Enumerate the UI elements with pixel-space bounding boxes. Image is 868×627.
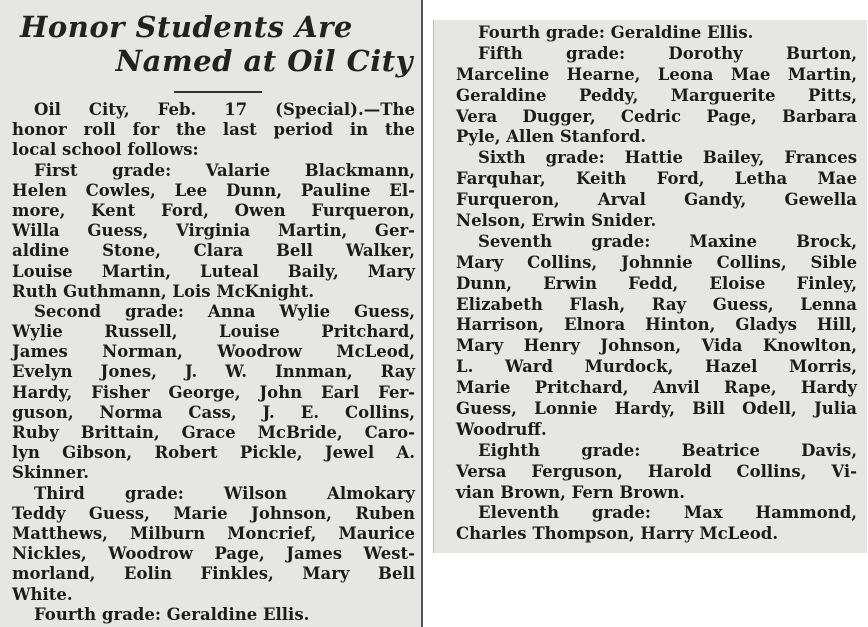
headline-line-1: Honor Students Are — [20, 10, 353, 44]
paragraph — [456, 23, 857, 44]
paragraph — [12, 302, 415, 484]
text-line: Second grade: Anna Wylie Guess, — [34, 301, 415, 321]
text-line: Wylie Russell, Louise Pritchard, — [12, 322, 415, 342]
text-line: local school follows: — [12, 140, 199, 160]
text-line: Furqueron, Arval Gandy, Gewella — [456, 190, 857, 210]
text-line: Dunn, Erwin Fedd, Eloise Finley, — [456, 273, 857, 293]
paragraph — [456, 44, 857, 148]
text-line: Harrison, Elnora Hinton, Gladys Hill, — [456, 315, 857, 335]
text-line: Marie Pritchard, Anvil Rape, Hardy — [456, 378, 857, 398]
text-line: Nickles, Woodrow Page, James West- — [12, 544, 415, 564]
text-line: Fourth grade: Geraldine Ellis. — [478, 23, 754, 42]
paragraph — [456, 148, 857, 232]
text-line: Mary Collins, Johnnie Collins, Sible — [456, 252, 857, 272]
text-line: Helen Cowles, Lee Dunn, Pauline El- — [12, 180, 415, 200]
article-body-right — [456, 23, 857, 545]
paragraph — [12, 100, 415, 161]
paragraph — [456, 503, 857, 545]
article-column-left — [0, 0, 423, 627]
text-line: Eighth grade: Beatrice Davis, — [478, 440, 857, 460]
paragraph — [12, 484, 415, 605]
text-line: more, Kent Ford, Owen Furqueron, — [12, 200, 415, 220]
article-column-right — [433, 20, 867, 553]
paragraph — [456, 232, 857, 441]
paragraph — [12, 605, 415, 625]
text-line: morland, Eolin Finkles, Mary Bell — [12, 564, 415, 584]
paragraph — [456, 441, 857, 504]
text-line: Evelyn Jones, J. W. Innman, Ray — [12, 362, 415, 382]
text-line: White. — [12, 584, 73, 604]
headline-divider — [174, 91, 262, 93]
text-line: guson, Norma Cass, J. E. Collins, — [12, 402, 415, 422]
text-line: honor roll for the last period in the — [12, 120, 415, 140]
text-line: Skinner. — [12, 463, 90, 483]
text-line: Eleventh grade: Max Hammond, — [478, 503, 857, 523]
text-line: Farquhar, Keith Ford, Letha Mae — [456, 169, 857, 189]
text-line: Vera Dugger, Cedric Page, Barbara — [456, 106, 857, 126]
text-line: Nelson, Erwin Snider. — [456, 211, 657, 231]
article-body-left — [12, 100, 415, 625]
paragraph — [12, 161, 415, 302]
text-line: Guess, Lonnie Hardy, Bill Odell, Julia — [456, 399, 857, 419]
text-line: Seventh grade: Maxine Brock, — [478, 231, 857, 251]
headline-line-2: Named at Oil City — [115, 44, 413, 78]
text-line: Marceline Hearne, Leona Mae Martin, — [456, 64, 857, 84]
text-line: aldine Stone, Clara Bell Walker, — [12, 241, 415, 261]
text-line: James Norman, Woodrow McLeod, — [12, 342, 415, 362]
text-line: Matthews, Milburn Moncrief, Maurice — [12, 523, 415, 543]
text-line: Louise Martin, Luteal Baily, Mary — [12, 261, 415, 281]
text-line: vian Brown, Fern Brown. — [456, 482, 685, 502]
text-line: Geraldine Peddy, Marguerite Pitts, — [456, 85, 857, 105]
text-line: Fifth grade: Dorothy Burton, — [478, 43, 857, 63]
text-line: Third grade: Wilson Almokary — [34, 483, 415, 503]
text-line: Sixth grade: Hattie Bailey, Frances — [478, 148, 857, 168]
text-line: Oil City, Feb. 17 (Special).—The — [34, 100, 415, 119]
text-line: Ruby Brittain, Grace McBride, Caro- — [12, 423, 415, 442]
text-line: Hardy, Fisher George, John Earl Fer- — [12, 382, 415, 402]
text-line: Ruth Guthmann, Lois McKnight. — [12, 281, 315, 301]
text-line: Willa Guess, Virginia Martin, Ger- — [12, 221, 415, 241]
text-line: First grade: Valarie Blackmann, — [34, 160, 415, 180]
text-line: Pyle, Allen Stanford. — [456, 127, 647, 147]
text-line: Versa Ferguson, Harold Collins, Vi- — [456, 461, 857, 481]
text-line: Charles Thompson, Harry McLeod. — [456, 524, 779, 544]
text-line: Teddy Guess, Marie Johnson, Ruben — [12, 503, 415, 523]
text-line: L. Ward Murdock, Hazel Morris, — [456, 357, 857, 377]
text-line: Mary Henry Johnson, Vida Knowlton, — [456, 336, 857, 356]
text-line: Fourth grade: Geraldine Ellis. — [34, 604, 310, 624]
text-line: lyn Gibson, Robert Pickle, Jewel A. — [12, 443, 415, 463]
text-line: Woodruff. — [456, 419, 547, 439]
text-line: Elizabeth Flash, Ray Guess, Lenna — [456, 294, 857, 314]
